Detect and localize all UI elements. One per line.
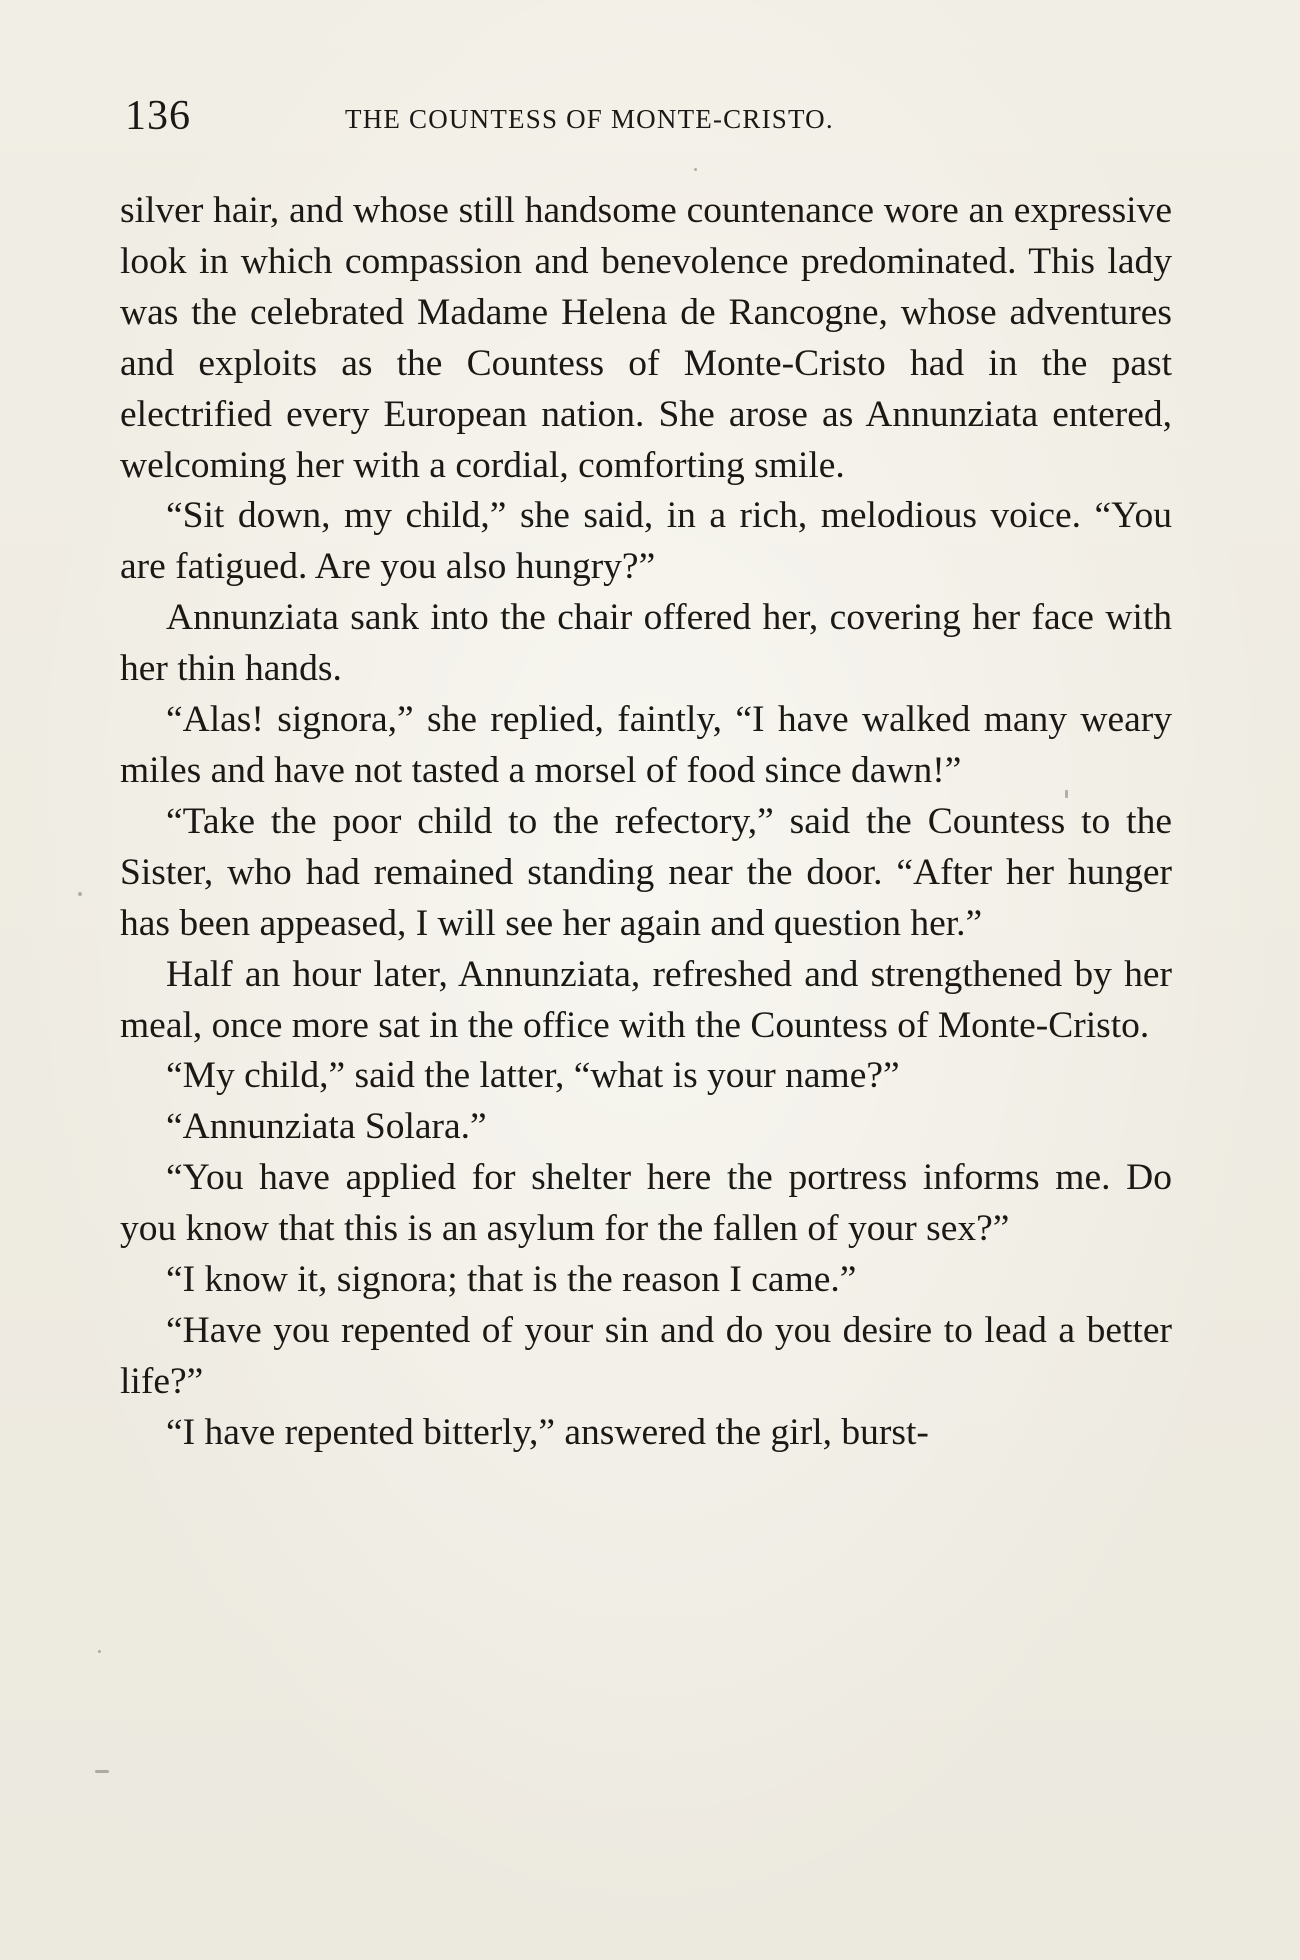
scan-speck	[95, 1770, 109, 1773]
paragraph: “Take the poor child to the refectory,” said the Countess to the Sister, who had remained standing near the door. “After her hunger has been appeased, I will see her again and question her.”	[120, 800, 1172, 944]
paragraph: Annunziata sank into the chair offered her, covering her face with her thin hands.	[120, 597, 1172, 690]
scan-speck	[1065, 790, 1068, 798]
scan-speck	[78, 892, 82, 896]
scan-speck	[694, 168, 697, 171]
paragraph: “I know it, signora; that is the reason I came.”	[166, 1259, 857, 1301]
running-title: THE COUNTESS OF MONTE-CRISTO.	[345, 104, 834, 134]
page-header	[125, 92, 1165, 152]
paragraph: “Have you repented of your sin and do you desire to lead a better life?”	[120, 1309, 1172, 1402]
paragraph: “You have applied for shelter here the portress informs me. Do you know that this is an asylum for the fallen of your sex?”	[120, 1157, 1172, 1250]
page-number: 136	[125, 93, 191, 139]
paragraph: “Alas! signora,” she replied, faintly, “I have walked many weary miles and have not tasted a morsel of food since dawn!”	[120, 699, 1172, 791]
body-text	[120, 186, 1172, 1459]
paragraph: “Annunziata Solara.”	[166, 1106, 487, 1148]
paragraph: silver hair, and whose still handsome countenance wore an expressive look in which compassion and benevolence predominated. This lady was the celebrated Madame Helena de Rancogne, whose adventures and exploits as the Countess of Monte-Cristo had in the past electrified every European nation. She arose as Annunziata entered, welcoming her with a cordial, comforting smile.	[120, 190, 1172, 486]
paragraph: Half an hour later, Annunziata, refreshed and strengthened by her meal, once more sat in the office with the Countess of Monte-Cristo.	[120, 953, 1172, 1046]
paragraph: “My child,” said the latter, “what is your name?”	[166, 1055, 900, 1097]
paragraph: “Sit down, my child,” she said, in a rich, melodious voice. “You are fatigued. Are you also hungry?”	[120, 495, 1172, 588]
scan-speck	[98, 1650, 101, 1653]
paragraph: “I have repented bitterly,” answered the girl, burst-	[166, 1411, 929, 1453]
